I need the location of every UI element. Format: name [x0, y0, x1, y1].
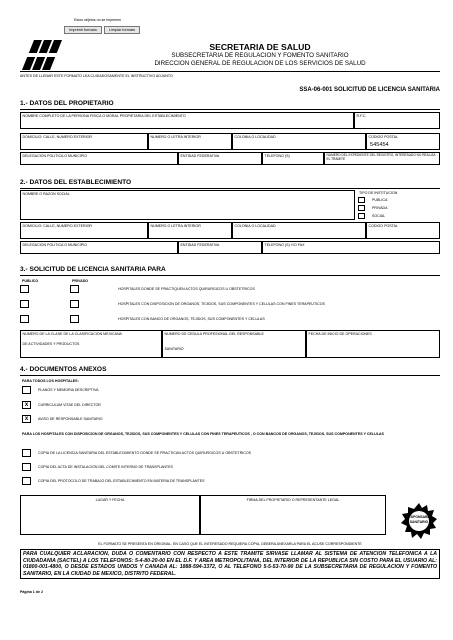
header-rule	[20, 71, 440, 72]
doc-aviso-checkbox[interactable]: x	[22, 415, 31, 423]
owner-cp-field[interactable]: CODIGO POSTAL 545454	[366, 133, 440, 150]
owner-rfc-field[interactable]: R.F.C.	[354, 112, 440, 129]
option-3-publico-checkbox[interactable]	[20, 315, 29, 323]
doc-planos-checkbox[interactable]	[22, 386, 31, 394]
section-1-title: 1.- DATOS DEL PROPIETARIO	[20, 100, 114, 107]
option-3-privado-checkbox[interactable]	[70, 315, 79, 323]
doc-protocolo-label: COPIA DEL PROTOCOLO DE TRABAJO DEL ESTABLECIMIENTO EN MATERIA DE TRANSPLANTES	[38, 479, 205, 483]
doc-licencia-label: COPIA DE LA LICENCIA SANITARIA DEL ESTABLECIMIENTO DONDE SE PRACTICAN ACTOS QUIRURGICOS U OBSTETRICOS	[38, 451, 252, 455]
form-title: SSA-06-001 SOLICITUD DE LICENCIA SANITARIA	[299, 87, 440, 93]
instructions-note: ANTES DE LLENAR ESTE FORMATO LEA CUIDADOSAMENTE EL INSTRUCTIVO ADJUNTO	[20, 74, 173, 78]
page-title: SECRETARIA DE SALUD	[209, 42, 311, 52]
doc-curriculum-checkbox[interactable]: x	[22, 401, 31, 409]
doc-licencia-checkbox[interactable]	[22, 449, 31, 457]
publico-column-label: PUBLICO	[22, 279, 39, 283]
firma-field[interactable]: FIRMA DEL PROPIETARIO O REPRESENTANTE LEGAL	[200, 495, 386, 535]
option-2-privado-checkbox[interactable]	[70, 300, 79, 308]
owner-interior-field[interactable]: NUMERO O LETRA INTERIOR	[148, 133, 232, 150]
owner-name-field[interactable]: NOMBRE COMPLETO DE LA PERSONA FISICA O MORAL PROPIETARIA DEL ESTABLECIMIENTO	[20, 112, 354, 129]
clear-button[interactable]: Limpiar formato	[104, 26, 140, 34]
option-2-label: HOSPITALES CON DISPOSICION DE ORGANOS, TEJIDOS, SUS COMPONENTES Y CELULAS CON FINES TERAPEUTICOS	[118, 302, 325, 306]
doc-aviso-label: AVISO DE RESPONSABLE SANITARIO	[38, 417, 103, 421]
owner-address-field[interactable]: DOMICILIO: CALLE, NUMERO EXTERIOR	[20, 133, 148, 150]
establishment-cp-field[interactable]: CODIGO POSTAL	[366, 222, 440, 239]
establishment-delegacion-field[interactable]: DELEGACION POLITICA O MUNICIPIO	[20, 241, 178, 254]
toolbar-hint: Estos objetos no se imprimen	[74, 18, 122, 22]
doc-protocolo-checkbox[interactable]	[22, 477, 31, 485]
section-2-rule	[20, 188, 440, 189]
clase-field[interactable]: NUMERO DE LA CLASE DE LA CLASIFICACION MEXICANA DE ACTIVIDADES Y PRODUCTOS	[20, 330, 162, 358]
fecha-inicio-field[interactable]: FECHA DE INICIO DE OPERACIONES	[306, 330, 440, 358]
stamp-top-text: RESPONSABLE	[406, 515, 432, 519]
ssa-logo	[22, 40, 72, 70]
privada-checkbox[interactable]	[358, 205, 365, 211]
publica-checkbox[interactable]	[358, 197, 365, 203]
section-3-title: 3.- SOLICITUD DE LICENCIA SANITARIA PARA	[20, 266, 166, 273]
establishment-name-field[interactable]: NOMBRE O RAZON SOCIAL	[20, 190, 355, 220]
section-3-rule	[20, 275, 440, 276]
doc-planos-label: PLANOS Y MEMORIA DESCRIPTIVA	[38, 388, 99, 392]
doc-curriculum-label: CURRICULUM VITAE DEL DIRECTOR	[38, 403, 101, 407]
section-1-rule	[20, 109, 440, 110]
doc-acta-label: COPIA DEL ACTA DE INSTALACION DEL COMITE INTERNO DE TRANSPLANTES	[38, 465, 173, 469]
doc-acta-checkbox[interactable]	[22, 463, 31, 471]
sanitary-stamp	[400, 502, 438, 540]
institution-type-label: TIPO DE INSTITUCION	[359, 191, 398, 195]
social-checkbox[interactable]	[358, 213, 365, 219]
print-button[interactable]: Imprimir formato	[64, 26, 102, 34]
institution-type-group	[355, 190, 440, 220]
establishment-colonia-field[interactable]: COLONIA O LOCALIDAD	[232, 222, 366, 239]
establishment-interior-field[interactable]: NUMERO O LETRA INTERIOR	[148, 222, 232, 239]
option-1-privado-checkbox[interactable]	[70, 285, 79, 293]
page-number: Página 1 de 2	[20, 590, 43, 594]
owner-cp-value: 545454	[370, 142, 389, 148]
stamp-bottom-text: SANITARIO	[409, 520, 429, 524]
subtitle-1: SUBSECRETARIA DE REGULACION Y FOMENTO SANITARIO	[171, 52, 349, 59]
establishment-telefono-field[interactable]: TELEFONO (S) Y/O FAX	[262, 241, 440, 254]
section-2-title: 2.- DATOS DEL ESTABLECIMIENTO	[20, 179, 132, 186]
privado-column-label: PRIVADO	[72, 279, 89, 283]
disposicion-label: PARA LOS HOSPITALES CON DISPOSICION DE ORGANOS, TEJIDOS, SUS COMPONENTES Y CELULAS CON FINES TERAPEUTICOS , O CON BANCOS DE ORGANOS, TEJIDOS, SUS COMPONENTES Y CELULAS	[22, 432, 384, 436]
option-3-label: HOSPITALES CON BANCO DE ORGANOS, TEJIDOS, SUS COMPONENTES Y CELULAS	[118, 317, 265, 321]
publica-label: PUBLICA	[372, 198, 388, 202]
owner-delegacion-field[interactable]: DELEGACION POLITICA O MUNICIPIO	[20, 152, 178, 165]
lugar-fecha-field[interactable]: LUGAR Y FECHA	[20, 495, 200, 535]
aclaracion-box: PARA CUALQUIER ACLARACION, DUDA O COMENTARIO CON RESPECTO A ESTE TRAMITE SIRVASE LLAMAR AL SISTEMA DE ATENCION TELEFONICA A LA CIUDADANIA (SACTEL) A LOS TELEFONOS: 5-4-80-20-00 EN EL D.F. Y AREA METROPOLITANA, DEL INTERIOR DE LA REPUBLICA SIN COSTO PARA EL USUARIO AL: 01800-001-4800, O DESDE ESTADOS UNIDOS Y CANADA AL: 1888-594-3372, O AL TELEFONO 5-5-53-70-90 DE LA SUBSECRETARIA DE REGULACION Y FOMENTO SANITARIO, EN LA CIUDAD DE MEXICO, DISTRITO FEDERAL.	[20, 549, 440, 579]
section-4-rule	[20, 375, 440, 376]
owner-colonia-field[interactable]: COLONIA O LOCALIDAD	[232, 133, 366, 150]
cedula-field[interactable]: NUMERO DE CEDULA PROFESIONAL DEL RESPONSABLE SANITARIO	[162, 330, 306, 358]
subtitle-2: DIRECCION GENERAL DE REGULACION DE LOS SERVICIOS DE SALUD	[154, 60, 366, 67]
establishment-address-field[interactable]: DOMICILIO: CALLE, NUMERO EXTERIOR	[20, 222, 148, 239]
option-1-label: HOSPITALES DONDE SE PRACTIQUEN ACTOS QUIRURGICOS U OBSTETRICOS	[118, 287, 255, 291]
original-note: EL FORMATO SE PRESENTA EN ORIGINAL, EN CASO QUE EL INTERESADO REQUIERA COPIA, DEBERA ANEXARLA PARA EL ACUSE CORRESPONDIENTE	[98, 542, 362, 546]
owner-telefono-field[interactable]: TELEFONO (S)	[262, 152, 324, 165]
option-2-publico-checkbox[interactable]	[20, 300, 29, 308]
privada-label: PRIVADA	[372, 206, 388, 210]
todos-hospitales-label: PARA TODOS LOS HOSPITALES:	[22, 379, 79, 383]
section-4-title: 4.- DOCUMENTOS ANEXOS	[20, 366, 107, 373]
social-label: SOCIAL	[372, 214, 386, 218]
owner-expediente-field[interactable]: NUMERO DEL EXPEDIENTE DEL REGISTRO, INTERESADO NO REALIZA EL TRAMITE	[324, 152, 440, 165]
owner-entidad-field[interactable]: ENTIDAD FEDERATIVA	[178, 152, 262, 165]
option-1-publico-checkbox[interactable]	[20, 285, 29, 293]
establishment-entidad-field[interactable]: ENTIDAD FEDERATIVA	[178, 241, 262, 254]
